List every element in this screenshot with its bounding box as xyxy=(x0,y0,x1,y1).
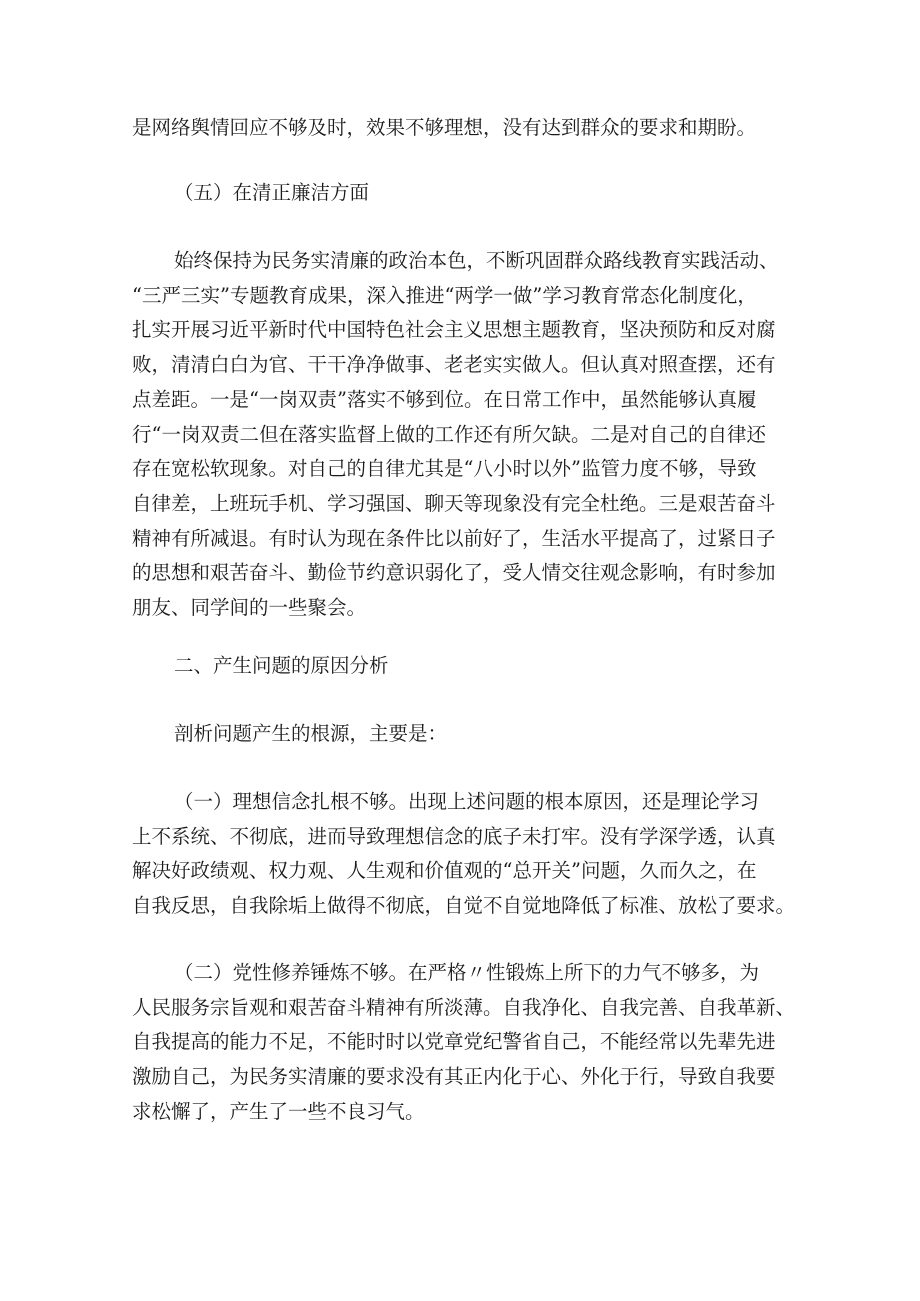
paragraph-integrity xyxy=(132,244,792,626)
text-line: 自我反思，自我除垢上做得不彻底，自觉不自觉地降低了标准、放松了要求。 xyxy=(132,894,796,918)
text-line: 行“一岗双责二但在落实监督上做的工作还有所欠缺。二是对自己的自律还 xyxy=(132,422,766,446)
text-line: 求松懈了，产生了一些不良习气。 xyxy=(132,1099,425,1123)
text-line: 精神有所减退。有时认为现在条件比以前好了，生活水平提高了，过紧日子 xyxy=(132,526,776,550)
paragraph-continuation xyxy=(132,111,792,146)
text-line: 自我提高的能力不足，不能时时以党章党纪警省自己，不能经常以先辈先进 xyxy=(132,1030,776,1054)
text-line: 是网络舆情回应不够及时，效果不够理想，没有达到群众的要求和期盼。 xyxy=(132,116,757,139)
text-line: 上不系统、不彻底，进而导致理想信念的底子未打牢。没有学深学透，认真 xyxy=(132,824,776,848)
text-line: 的思想和艰苦奋斗、勤俭节约意识弱化了，受人情交往观念影响，有时参加 xyxy=(132,561,776,585)
text-line: 激励自己，为民务实清廉的要求没有其正内化于心、外化于行，导致自我要 xyxy=(132,1065,776,1089)
text-line: 存在宽松软现象。对自己的自律尤其是“八小时以外”监管力度不够，导致 xyxy=(132,457,757,481)
text-line: 人民服务宗旨观和艰苦奋斗精神有所淡薄。自我净化、自我完善、自我革新、 xyxy=(132,995,796,1019)
section-heading-5: （五）在清正廉洁方面 xyxy=(174,181,370,204)
paragraph-ideals xyxy=(132,785,796,924)
text-line: （二）党性修养锤炼不够。在严格〃性锻炼上所下的力气不够多，为 xyxy=(174,961,760,984)
paragraph-party-spirit xyxy=(132,956,796,1130)
text-line: 解决好政绩观、权力观、人生观和价值观的“总开关”问题，久而久之，在 xyxy=(132,859,757,883)
text-line: 点差距。一是“一岗双责”落实不够到位。在日常工作中，虽然能够认真履 xyxy=(132,387,757,411)
text-line: 败，清清白白为官、干干净净做事、老老实实做人。但认真对照查摆，还有 xyxy=(132,353,776,377)
section-heading-2: 二、产生问题的原因分析 xyxy=(174,654,389,677)
text-line: “三严三实”专题教育成果，深入推进“两学一做”学习教育常态化制度化， xyxy=(132,283,757,307)
text-line: 扎实开展习近平新时代中国特色社会主义思想主题教育，坚决预防和反对腐 xyxy=(132,318,776,342)
intro-line: 剖析问题产生的根源，主要是： xyxy=(174,722,448,745)
text-line: 朋友、同学间的一些聚会。 xyxy=(132,596,367,620)
text-line: 始终保持为民务实清廉的政治本色，不断巩固群众路线教育实践活动、 xyxy=(174,249,779,272)
text-line: 自律差，上班玩手机、学习强国、聊天等现象没有完全杜绝。三是艰苦奋斗 xyxy=(132,491,776,515)
text-line: （一）理想信念扎根不够。出现上述问题的根本原因，还是理论学习 xyxy=(174,790,760,813)
